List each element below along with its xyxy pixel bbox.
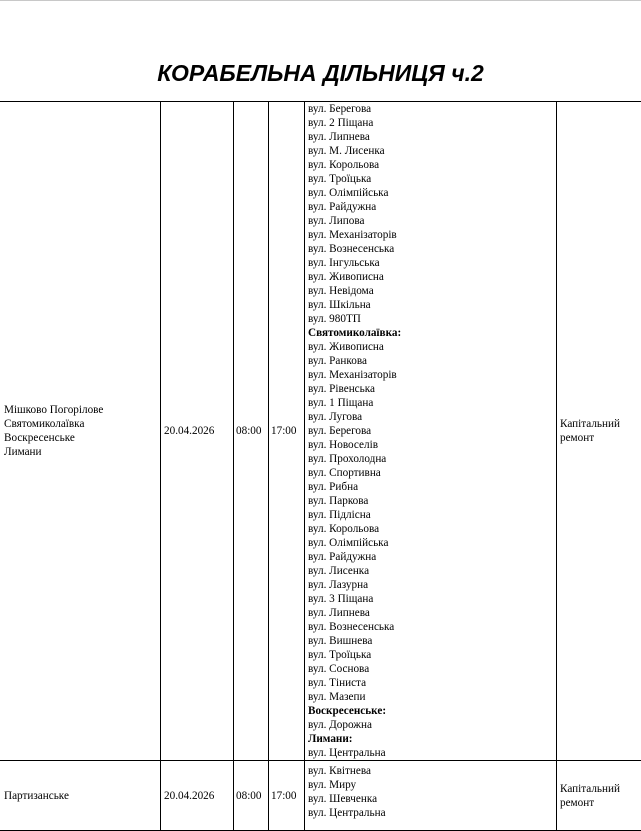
street-name: вул. Невідома [308,284,553,298]
street-name: вул. Райдужна [308,550,553,564]
street-name: вул. Спортивна [308,466,553,480]
street-name: вул. Інгульська [308,256,553,270]
street-name: вул. Корольова [308,158,553,172]
street-name: вул. Корольова [308,522,553,536]
street-name: вул. Вишнева [308,634,553,648]
street-name: вул. Мазепи [308,690,553,704]
street-name: вул. Живописна [308,340,553,354]
date-cell: 20.04.2026 [161,761,234,831]
street-name: вул. Механізаторів [308,228,553,242]
street-name: вул. Ранкова [308,354,553,368]
location-name: Воскресенське [1,431,158,445]
street-name: вул. Вознесенська [308,242,553,256]
top-border-line [0,0,641,1]
reason-cell: Капітальний ремонт [557,102,641,761]
time-end-cell: 17:00 [269,761,305,831]
locations-cell [0,102,161,761]
time-end-cell: 17:00 [269,102,305,761]
street-name: вул. 2 Піщана [308,116,553,130]
street-name: вул. Живописна [308,270,553,284]
locations-cell [0,761,161,831]
street-name: вул. Липнева [308,606,553,620]
street-name: вул. 980ТП [308,312,553,326]
outage-schedule-table [0,101,641,831]
street-name: вул. Райдужна [308,200,553,214]
street-name: вул. Підлісна [308,508,553,522]
date-cell: 20.04.2026 [161,102,234,761]
street-name: вул. М. Лисенка [308,144,553,158]
street-name: вул. 3 Піщана [308,592,553,606]
settlement-heading: Святомиколаївка: [308,326,553,340]
street-name: вул. Рибна [308,480,553,494]
street-name: вул. Берегова [308,102,553,116]
street-name: вул. Троїцька [308,648,553,662]
street-name: вул. Паркова [308,494,553,508]
street-name: вул. 1 Піщана [308,396,553,410]
settlement-heading: Лимани: [308,732,553,746]
street-name: вул. Вознесенська [308,620,553,634]
table-row [0,761,641,831]
streets-cell [305,102,557,761]
location-name: Святомиколаївка [1,417,158,431]
location-name: Лимани [1,445,158,459]
settlement-heading: Воскресенське: [308,704,553,718]
street-name: вул. Механізаторів [308,368,553,382]
street-name: вул. Лугова [308,410,553,424]
street-name: вул. Олімпійська [308,536,553,550]
street-name: вул. Шкільна [308,298,553,312]
street-name: вул. Лазурна [308,578,553,592]
street-name: вул. Липова [308,214,553,228]
street-name: вул. Новоселів [308,438,553,452]
table-row [0,102,641,761]
street-name: вул. Миру [308,778,553,792]
street-name: вул. Троїцька [308,172,553,186]
street-name: вул. Центральна [308,806,553,820]
time-start-cell: 08:00 [234,102,269,761]
street-name: вул. Дорожна [308,718,553,732]
location-name: Мішково Погорілове [1,403,158,417]
street-name: вул. Лисенка [308,564,553,578]
streets-cell [305,761,557,831]
street-name: вул. Липнева [308,130,553,144]
street-name: вул. Квітнева [308,764,553,778]
page-title: КОРАБЕЛЬНА ДІЛЬНИЦЯ ч.2 [0,58,641,88]
street-name: вул. Рівенська [308,382,553,396]
street-name: вул. Центральна [308,746,553,760]
time-start-cell: 08:00 [234,761,269,831]
street-name: вул. Шевченка [308,792,553,806]
street-name: вул. Прохолодна [308,452,553,466]
street-name: вул. Тіниста [308,676,553,690]
street-name: вул. Олімпійська [308,186,553,200]
street-name: вул. Берегова [308,424,553,438]
location-name: Партизанське [1,789,158,803]
street-name: вул. Соснова [308,662,553,676]
reason-cell: Капітальний ремонт [557,761,641,831]
